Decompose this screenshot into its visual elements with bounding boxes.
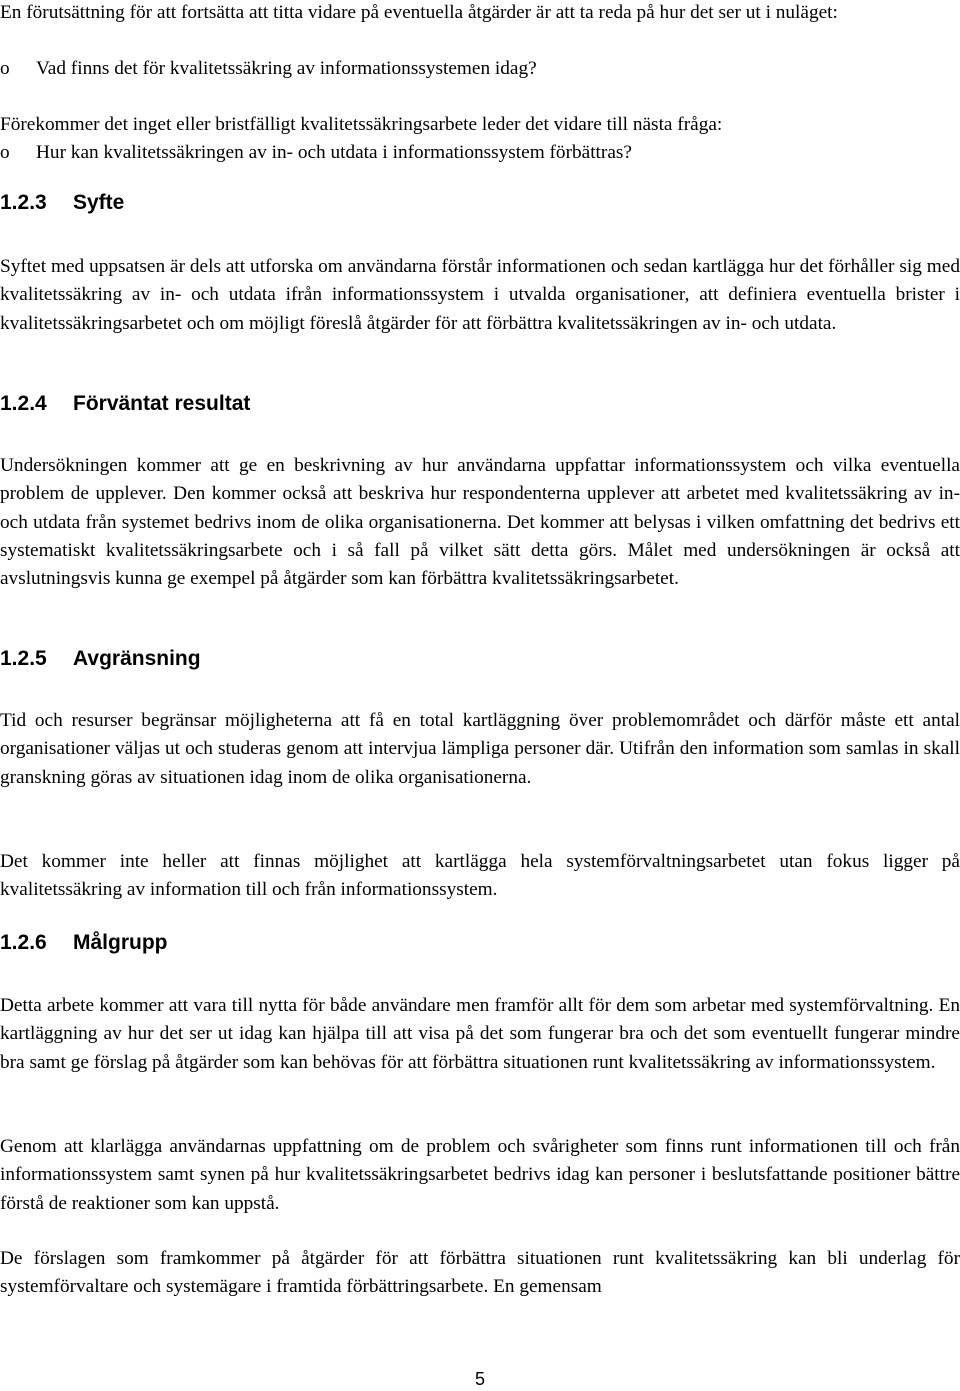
malgrupp-paragraph-3: De förslagen som framkommer på åtgärder för att förbättra situationen runt kvalitetssäkring kan bli underlag för systemförvaltare och systemägare i framtida förbättringsarbete. En gemensam — [0, 1248, 960, 1298]
bullet-text: Vad finns det för kvalitetssäkring av informationssystemen idag? — [36, 58, 537, 79]
intro-paragraph: En förutsättning för att fortsätta att titta vidare på eventuella åtgärder är att ta reda på hur det ser ut i nuläget: — [0, 2, 838, 23]
resultat-paragraph: Undersökningen kommer att ge en beskrivning av hur användarna uppfattar informationssystem och vilka eventuella problem de upplever. Den kommer också att beskriva hur respondenterna upplever att arbetet med kvalitetssäkring av in- och utdata från systemet bedrivs inom de olika organisationerna. Det kommer att belysas i vilken omfattning det bedrivs ett systematiskt kvalitetssäkringsarbete och i så fall på vilket sätt detta görs. Målet med undersökningen är också att avslutningsvis kunna ge exempel på åtgärder som kan förbättra kvalitetssäkringsarbetet. — [0, 455, 960, 590]
section-title: Förväntat resultat — [73, 392, 251, 415]
page-number: 5 — [474, 1369, 485, 1389]
section-number: 1.2.6 — [0, 931, 47, 954]
section-number: 1.2.3 — [0, 191, 47, 214]
bullet-text: Hur kan kvalitetssäkringen av in- och utdata i informationssystem förbättras? — [36, 142, 632, 163]
intro-bullet-1 — [0, 55, 960, 83]
bullet-marker: o — [0, 142, 10, 163]
intro-paragraph-2: Förekommer det inget eller bristfälligt kvalitetssäkringsarbete leder det vidare till nästa fråga: — [0, 114, 723, 135]
section-heading-malgrupp — [0, 929, 168, 957]
section-title: Syfte — [73, 191, 125, 214]
section-number: 1.2.5 — [0, 647, 47, 670]
section-heading-resultat — [0, 390, 250, 418]
bullet-marker: o — [0, 58, 10, 79]
malgrupp-paragraph-1: Detta arbete kommer att vara till nytta för både användare men framför allt för dem som arbetar med systemförvaltning. En kartläggning av hur det ser ut idag kan hjälpa till att visa på det som fungerar bra och det som eventuellt fungerar mindre bra samt ge förslag på åtgärder som kan behövas för att förbättra situationen runt kvalitetssäkring av informationssystem. — [0, 995, 960, 1073]
malgrupp-paragraph-2: Genom att klarlägga användarnas uppfattning om de problem och svårigheter som finns runt informationen till och från informationssystem samt synen på hur kvalitetssäkringsarbetet bedrivs idag kan personer i beslutsfattande positioner bättre förstå de reaktioner som kan uppstå. — [0, 1136, 960, 1214]
section-title: Målgrupp — [73, 931, 168, 954]
avgransning-paragraph-2: Det kommer inte heller att finnas möjlighet att kartlägga hela systemförvaltningsarbetet utan fokus ligger på kvalitetssäkring av information till och från informationssystem. — [0, 851, 960, 901]
syfte-paragraph: Syftet med uppsatsen är dels att utforska om användarna förstår informationen och sedan kartlägga hur det förhåller sig med kvalitetssäkring av in- och utdata ifrån informationssystem i utvalda organisationer, att definiera eventuella brister i kvalitetssäkringsarbetet och om möjligt föreslå åtgärder för att förbättra kvalitetssäkringen av in- och utdata. — [0, 256, 960, 334]
intro-bullet-2 — [0, 139, 960, 167]
section-number: 1.2.4 — [0, 392, 47, 415]
avgransning-paragraph-1: Tid och resurser begränsar möjligheterna att få en total kartläggning över problemområdet och därför måste ett antal organisationer väljas ut och studeras genom att intervjua lämpliga personer där. Utifrån den information som samlas in skall granskning göras av situationen idag inom de olika organisationerna. — [0, 710, 960, 788]
section-heading-syfte — [0, 189, 124, 217]
section-heading-avgransning — [0, 645, 201, 673]
section-title: Avgränsning — [73, 647, 201, 670]
